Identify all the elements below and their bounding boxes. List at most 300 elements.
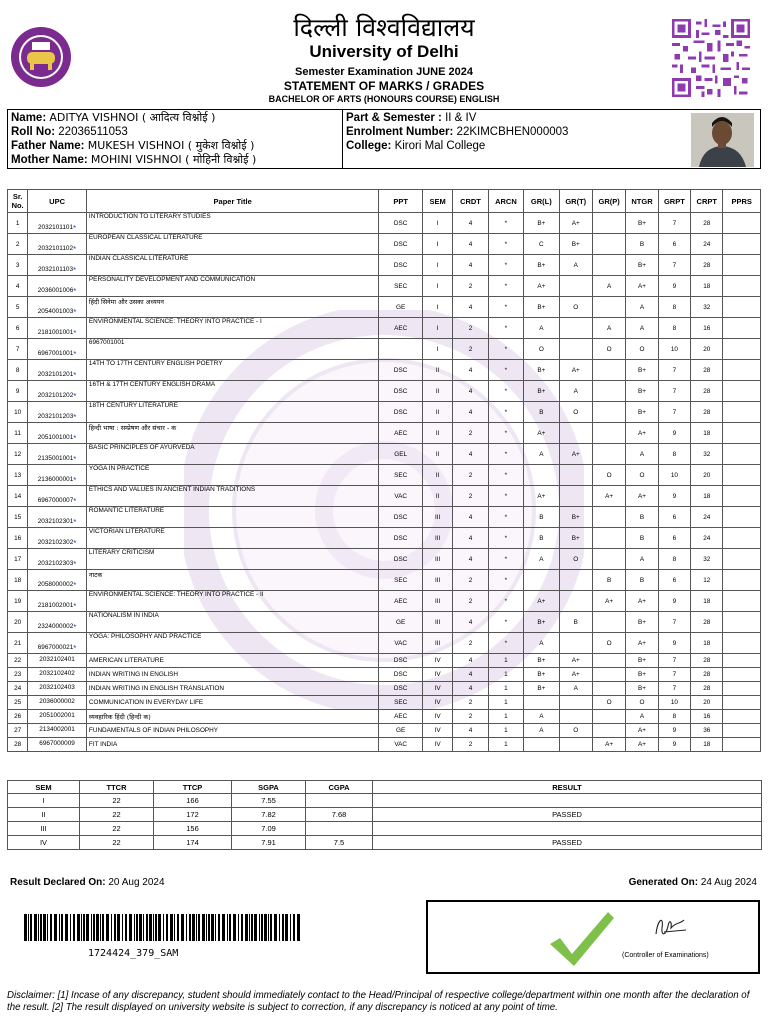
cell-sr: 25 — [8, 696, 28, 710]
cell-pprs — [723, 710, 761, 724]
cell-crpt: 32 — [691, 444, 723, 465]
cell-grl: A — [524, 549, 559, 570]
cell-grl — [524, 465, 559, 486]
cell-crpt: 20 — [691, 465, 723, 486]
summary-cell-sem: I — [8, 794, 80, 808]
cell-arcn: 1 — [488, 724, 523, 738]
summary-cell-sgpa: 7.82 — [232, 808, 306, 822]
cell-grt: A+ — [559, 360, 592, 381]
cell-crdt: 2 — [453, 696, 488, 710]
table-row — [8, 654, 761, 668]
cell-title: हिन्दी भाषा : सम्प्रेषण और संचार - क — [86, 423, 378, 444]
barcode-bar — [59, 914, 60, 941]
cell-sem: I — [422, 276, 452, 297]
cell-title: COMMUNICATION IN EVERYDAY LIFE — [86, 696, 378, 710]
cell-grpt: 8 — [658, 318, 690, 339]
cell-grpt: 9 — [658, 486, 690, 507]
barcode-bar — [61, 914, 63, 941]
declared-date: 20 Aug 2024 — [108, 877, 165, 888]
barcode-bar — [24, 914, 27, 941]
cell-sem: IV — [422, 668, 452, 682]
cell-arcn: * — [488, 213, 523, 234]
cell-upc — [28, 402, 87, 423]
cell-sem: II — [422, 465, 452, 486]
cell-ntgr: B+ — [626, 360, 658, 381]
cell-upc — [28, 339, 87, 360]
barcode-bar — [81, 914, 82, 941]
cell-ntgr: O — [626, 696, 658, 710]
summary-cell-sem: II — [8, 808, 80, 822]
barcode-bar — [149, 914, 152, 941]
cell-sem: I — [422, 213, 452, 234]
cell-title: 6967001001 — [86, 339, 378, 360]
cell-pprs — [723, 444, 761, 465]
cell-crpt: 28 — [691, 612, 723, 633]
cell-grt: A+ — [559, 213, 592, 234]
cell-ntgr: A+ — [626, 486, 658, 507]
summary-col-header: SEM — [8, 781, 80, 794]
summary-col-header: RESULT — [373, 781, 762, 794]
cell-pprs — [723, 339, 761, 360]
summary-row — [8, 836, 762, 850]
qr-code — [672, 19, 750, 97]
cell-arcn: * — [488, 276, 523, 297]
summary-cell-sgpa: 7.09 — [232, 822, 306, 836]
upc-code: 6967000009 — [39, 740, 75, 747]
cell-pprs — [723, 682, 761, 696]
table-row — [8, 276, 761, 297]
star-marker: * — [73, 392, 77, 401]
star-marker: * — [73, 623, 77, 632]
summary-cell-ttcr: 22 — [80, 794, 154, 808]
cell-upc — [28, 381, 87, 402]
cell-grl: B+ — [524, 654, 559, 668]
cell-ppt: SEC — [379, 276, 423, 297]
cell-crdt: 2 — [453, 486, 488, 507]
table-row — [8, 696, 761, 710]
cell-ppt: VAC — [379, 486, 423, 507]
upc-code: 2324000002 — [37, 623, 74, 630]
cell-ntgr: A+ — [626, 724, 658, 738]
cell-crpt: 28 — [691, 682, 723, 696]
barcode-bar — [241, 914, 243, 941]
college-row — [346, 139, 675, 153]
roll-label: Roll No: — [11, 126, 56, 138]
disclaimer: Disclaimer: [1] Incase of any discrepancy, student should immediately contact to the Head/Principal of respective college/department within one month after the declaration of the result. [2] The result displayed on university website is subject to correction, if any discrepancy is noticed at any point of time. — [7, 990, 750, 1013]
barcode-bar — [177, 914, 179, 941]
cell-ntgr: B+ — [626, 612, 658, 633]
upc-code: 2134002001 — [39, 726, 75, 733]
summary-cell-result — [373, 822, 762, 836]
summary-cell-ttcp: 172 — [154, 808, 232, 822]
cell-ppt: GE — [379, 297, 423, 318]
cell-title: नाटक — [86, 570, 378, 591]
summary-cell-ttcp: 174 — [154, 836, 232, 850]
cell-sr: 17 — [8, 549, 28, 570]
cell-grl — [524, 570, 559, 591]
cell-ppt: AEC — [379, 423, 423, 444]
cell-title: EUROPEAN CLASSICAL LITERATURE — [86, 234, 378, 255]
summary-cell-ttcp: 166 — [154, 794, 232, 808]
cell-arcn: * — [488, 612, 523, 633]
barcode-bar — [211, 914, 214, 941]
marks-header-row — [8, 190, 761, 213]
cell-pprs — [723, 402, 761, 423]
cell-ppt: SEC — [379, 570, 423, 591]
table-row — [8, 612, 761, 633]
cell-grl: B+ — [524, 381, 559, 402]
barcode-bar — [254, 914, 257, 941]
table-row — [8, 213, 761, 234]
barcode-bar — [50, 914, 52, 941]
cell-sr: 20 — [8, 612, 28, 633]
table-row — [8, 570, 761, 591]
cell-sem: IV — [422, 654, 452, 668]
cell-pprs — [723, 318, 761, 339]
table-row — [8, 724, 761, 738]
cell-grt — [559, 570, 592, 591]
cell-crdt: 2 — [453, 318, 488, 339]
cell-sem: III — [422, 612, 452, 633]
cell-crpt: 28 — [691, 360, 723, 381]
university-name: University of Delhi — [309, 42, 459, 61]
cell-ntgr: B+ — [626, 381, 658, 402]
star-marker: * — [73, 287, 77, 296]
cell-sem: III — [422, 591, 452, 612]
cell-grp — [592, 423, 625, 444]
cell-crpt: 18 — [691, 423, 723, 444]
barcode-bar — [163, 914, 164, 941]
cell-crpt: 24 — [691, 507, 723, 528]
star-marker: * — [73, 560, 77, 569]
cell-title: ENVIRONMENTAL SCIENCE: THEORY INTO PRACTICE - II — [86, 591, 378, 612]
cell-pprs — [723, 696, 761, 710]
cell-grpt: 8 — [658, 297, 690, 318]
enrolment-label: Enrolment Number: — [346, 126, 454, 138]
summary-col-header: CGPA — [306, 781, 373, 794]
cell-pprs — [723, 255, 761, 276]
barcode-bar — [38, 914, 39, 941]
cell-upc — [28, 360, 87, 381]
cell-ntgr: A — [626, 710, 658, 724]
cell-sr: 18 — [8, 570, 28, 591]
cell-title: व्यवहारिक हिंदी (हिन्दी क) — [86, 710, 378, 724]
cell-grpt: 6 — [658, 570, 690, 591]
cell-ppt: DSC — [379, 402, 423, 423]
cell-grp: O — [592, 696, 625, 710]
star-marker: * — [73, 350, 77, 359]
cell-grt: B+ — [559, 507, 592, 528]
cell-grl: A — [524, 710, 559, 724]
cell-title: VICTORIAN LITERATURE — [86, 528, 378, 549]
cell-arcn: * — [488, 633, 523, 654]
cell-title: FUNDAMENTALS OF INDIAN PHILOSOPHY — [86, 724, 378, 738]
cell-upc — [28, 633, 87, 654]
marks-col-header: CRPT — [691, 190, 723, 213]
generated-label: Generated On: — [628, 877, 699, 888]
cell-grp — [592, 234, 625, 255]
cell-grl: B+ — [524, 682, 559, 696]
table-row — [8, 591, 761, 612]
marks-col-header: GR(L) — [524, 190, 559, 213]
cell-pprs — [723, 633, 761, 654]
cell-ntgr: B+ — [626, 255, 658, 276]
star-marker: * — [73, 644, 77, 653]
barcode-bar — [245, 914, 248, 941]
cell-title: INTRODUCTION TO LITERARY STUDIES — [86, 213, 378, 234]
cell-title: ENVIRONMENTAL SCIENCE: THEORY INTO PRACTICE - I — [86, 318, 378, 339]
upc-code: 2181002001 — [37, 602, 74, 609]
cell-grpt: 9 — [658, 276, 690, 297]
cell-title: YOGA: PHILOSOPHY AND PRACTICE — [86, 633, 378, 654]
barcode-bar — [249, 914, 250, 941]
cell-arcn: * — [488, 486, 523, 507]
barcode-bar — [158, 914, 161, 941]
cell-crpt: 18 — [691, 633, 723, 654]
summary-cell-cgpa — [306, 822, 373, 836]
cell-ppt: DSC — [379, 234, 423, 255]
table-row — [8, 234, 761, 255]
cell-arcn: 1 — [488, 738, 523, 752]
cell-ppt: SEC — [379, 465, 423, 486]
cell-arcn: * — [488, 549, 523, 570]
enrolment-row — [346, 125, 675, 139]
cell-grpt: 7 — [658, 213, 690, 234]
cell-grt: B+ — [559, 528, 592, 549]
cell-arcn: * — [488, 318, 523, 339]
cell-crpt: 28 — [691, 213, 723, 234]
cell-ntgr: A+ — [626, 633, 658, 654]
table-row — [8, 360, 761, 381]
upc-code: 2058000002 — [37, 581, 74, 588]
cell-grp: A — [592, 276, 625, 297]
upc-code: 2135001001 — [37, 455, 74, 462]
cell-pprs — [723, 423, 761, 444]
cell-upc — [28, 654, 87, 668]
cell-grpt: 7 — [658, 402, 690, 423]
cell-ntgr: B+ — [626, 213, 658, 234]
cell-grt: A — [559, 682, 592, 696]
cell-crpt: 16 — [691, 318, 723, 339]
cell-grl: A — [524, 633, 559, 654]
summary-row — [8, 808, 762, 822]
cell-sr: 9 — [8, 381, 28, 402]
part-semester: II & IV — [445, 112, 477, 124]
cell-sr: 10 — [8, 402, 28, 423]
cell-pprs — [723, 276, 761, 297]
cell-sem: I — [422, 318, 452, 339]
cell-pprs — [723, 213, 761, 234]
cell-upc — [28, 612, 87, 633]
upc-code: 2036001006 — [37, 287, 74, 294]
upc-code: 2136000001 — [37, 476, 74, 483]
cell-sem: I — [422, 234, 452, 255]
cell-grt: B — [559, 612, 592, 633]
cell-pprs — [723, 528, 761, 549]
cell-grp — [592, 444, 625, 465]
cell-grt: A — [559, 255, 592, 276]
cell-crdt: 4 — [453, 507, 488, 528]
student-name-label: Name: — [11, 112, 47, 124]
cell-grl: B — [524, 528, 559, 549]
cell-crdt: 4 — [453, 213, 488, 234]
university-name-hindi: दिल्ली विश्वविद्यालय — [293, 13, 475, 42]
barcode-bar — [282, 914, 284, 941]
table-row — [8, 633, 761, 654]
signature — [650, 912, 690, 942]
cell-grpt: 7 — [658, 360, 690, 381]
barcode-bar — [91, 914, 92, 941]
cell-upc — [28, 486, 87, 507]
cell-grpt: 10 — [658, 465, 690, 486]
cell-ntgr: A+ — [626, 591, 658, 612]
cell-grp — [592, 654, 625, 668]
upc-code: 2032102401 — [39, 656, 75, 663]
barcode-bar — [139, 914, 142, 941]
table-row — [8, 465, 761, 486]
cell-crpt: 20 — [691, 339, 723, 360]
cell-ppt: DSC — [379, 507, 423, 528]
cell-grp: O — [592, 339, 625, 360]
cell-sem: IV — [422, 724, 452, 738]
upc-code: 6967000021 — [37, 644, 74, 651]
barcode-bar — [270, 914, 272, 941]
summary-col-header: TTCP — [154, 781, 232, 794]
barcode-bar — [117, 914, 120, 941]
cell-grp — [592, 297, 625, 318]
marks-col-header: Sr. No. — [8, 190, 28, 213]
cell-title: AMERICAN LITERATURE — [86, 654, 378, 668]
barcode-bar — [218, 914, 220, 941]
cell-crdt: 4 — [453, 682, 488, 696]
barcode-bar — [134, 914, 135, 941]
cell-grl: B — [524, 402, 559, 423]
cell-sem: II — [422, 444, 452, 465]
barcode-bar — [102, 914, 104, 941]
summary-cell-cgpa — [306, 794, 373, 808]
barcode-bar — [259, 914, 260, 941]
cell-crdt: 4 — [453, 234, 488, 255]
cell-sem: III — [422, 549, 452, 570]
cell-grt — [559, 591, 592, 612]
upc-code: 2036000002 — [39, 698, 75, 705]
declared-label: Result Declared On: — [10, 877, 106, 888]
cell-ntgr: A+ — [626, 423, 658, 444]
cell-grp: O — [592, 465, 625, 486]
cell-pprs — [723, 668, 761, 682]
cell-title: INDIAN WRITING IN ENGLISH — [86, 668, 378, 682]
barcode-bar — [73, 914, 75, 941]
cell-grt: B+ — [559, 234, 592, 255]
cell-grp: A+ — [592, 591, 625, 612]
cell-sr: 7 — [8, 339, 28, 360]
summary-cell-ttcp: 156 — [154, 822, 232, 836]
cell-crdt: 2 — [453, 591, 488, 612]
cell-pprs — [723, 381, 761, 402]
summary-table — [7, 780, 762, 850]
cell-ppt: DSC — [379, 682, 423, 696]
cell-pprs — [723, 654, 761, 668]
mother-row — [11, 153, 339, 167]
marks-table — [7, 189, 761, 752]
cell-upc — [28, 255, 87, 276]
cell-crpt: 28 — [691, 255, 723, 276]
cell-crpt: 18 — [691, 591, 723, 612]
cell-grp — [592, 255, 625, 276]
cell-ppt: VAC — [379, 738, 423, 752]
barcode-bar — [261, 914, 263, 941]
cell-title: BASIC PRINCIPLES OF AYURVEDA — [86, 444, 378, 465]
cell-arcn: * — [488, 570, 523, 591]
cell-crpt: 36 — [691, 724, 723, 738]
upc-code: 2032101102 — [37, 245, 74, 252]
star-marker: * — [73, 224, 77, 233]
upc-code: 2051001001 — [37, 434, 74, 441]
cell-crdt: 4 — [453, 381, 488, 402]
college-name: Kirori Mal College — [394, 140, 486, 152]
cell-arcn: 1 — [488, 682, 523, 696]
cell-sr: 27 — [8, 724, 28, 738]
cell-crdt: 2 — [453, 423, 488, 444]
star-marker: * — [73, 413, 77, 422]
cell-grp: A+ — [592, 738, 625, 752]
cell-upc — [28, 318, 87, 339]
barcode-bar — [43, 914, 46, 941]
star-marker: * — [73, 497, 77, 506]
cell-upc — [28, 682, 87, 696]
barcode-bar — [122, 914, 123, 941]
barcode-bar — [186, 914, 187, 941]
cell-grp — [592, 381, 625, 402]
table-row — [8, 549, 761, 570]
generated-date: 24 Aug 2024 — [700, 877, 757, 888]
barcode-bar — [189, 914, 191, 941]
result-declared — [10, 877, 165, 888]
star-marker: * — [73, 245, 77, 254]
cell-grp — [592, 682, 625, 696]
enrolment-number: 22KIMCBHEN000003 — [456, 126, 569, 138]
cell-grt: O — [559, 402, 592, 423]
summary-cell-result: PASSED — [373, 808, 762, 822]
barcode-bar — [233, 914, 236, 941]
summary-row — [8, 794, 762, 808]
star-marker: * — [73, 329, 77, 338]
upc-code: 2051002001 — [39, 712, 75, 719]
cell-crdt: 4 — [453, 724, 488, 738]
cell-grl — [524, 696, 559, 710]
upc-code: 6967000007 — [37, 497, 74, 504]
cell-sr: 22 — [8, 654, 28, 668]
cell-grl: B+ — [524, 255, 559, 276]
cell-crpt: 24 — [691, 234, 723, 255]
summary-cell-sem: IV — [8, 836, 80, 850]
cell-pprs — [723, 549, 761, 570]
barcode-bar — [181, 914, 184, 941]
cell-ntgr: A — [626, 297, 658, 318]
cell-sr: 24 — [8, 682, 28, 696]
student-photo — [691, 113, 754, 167]
barcode — [24, 914, 301, 941]
cell-upc — [28, 696, 87, 710]
summary-row — [8, 822, 762, 836]
cell-ntgr: A+ — [626, 738, 658, 752]
marks-col-header: Paper Title — [86, 190, 378, 213]
barcode-bar — [198, 914, 200, 941]
cell-crpt: 16 — [691, 710, 723, 724]
upc-code: 2032102302 — [37, 539, 74, 546]
cell-crpt: 18 — [691, 738, 723, 752]
table-row — [8, 507, 761, 528]
